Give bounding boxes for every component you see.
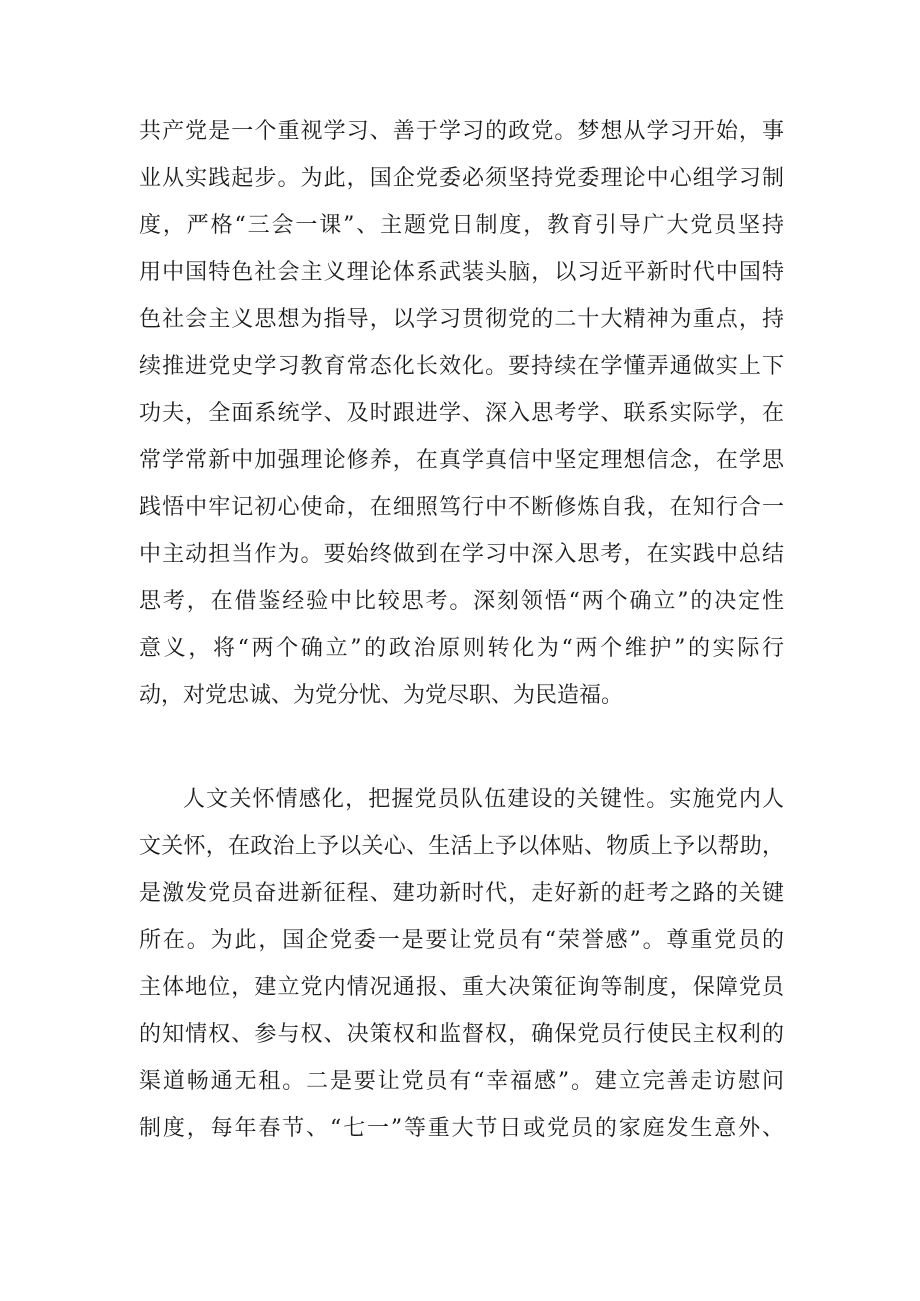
paragraph-1-line: 续推进党史学习教育常态化长效化。要持续在学懂弄通做实上下 (139, 354, 784, 379)
paragraph-2-line: 是激发党员奋进新征程、建功新时代，走好新的赶考之路的关键 (139, 881, 784, 906)
paragraph-1-line: 功夫，全面系统学、及时跟进学、深入思考学、联系实际学，在 (139, 401, 784, 426)
paragraph-1-line: 用中国特色社会主义理论体系武装头脑，以习近平新时代中国特 (139, 260, 784, 285)
paragraph-1-line: 度，严格“三会一课”、主题党日制度，教育引导广大党员坚持 (139, 213, 784, 238)
paragraph-2-line: 文关怀，在政治上予以关心、生活上予以体贴、物质上予以帮助， (139, 834, 784, 859)
paragraph-1-line: 动，对党忠诚、为党分忧、为党尽职、为民造福。 (139, 683, 624, 708)
paragraph-2-line: 主体地位，建立党内情况通报、重大决策征询等制度，保障党员 (139, 975, 784, 1000)
paragraph-2-line: 所在。为此，国企党委一是要让党员有“荣誉感”。尊重党员的 (139, 928, 784, 953)
paragraph-1-line: 业从实践起步。为此，国企党委必须坚持党委理论中心组学习制 (139, 166, 784, 191)
paragraph-2-line: 人文关怀情感化，把握党员队伍建设的关键性。实施党内人 (183, 787, 784, 812)
paragraph-1-line: 思考，在借鉴经验中比较思考。深刻领悟“两个确立”的决定性 (139, 589, 784, 614)
paragraph-2-line: 的知情权、参与权、决策权和监督权，确保党员行使民主权利的 (139, 1022, 784, 1047)
paragraph-1-line: 践悟中牢记初心使命，在细照笃行中不断修炼自我，在知行合一 (139, 495, 784, 520)
paragraph-2-line: 渠道畅通无租。二是要让党员有“幸福感”。建立完善走访慰问 (139, 1069, 784, 1094)
paragraph-1-line: 共产党是一个重视学习、善于学习的政党。梦想从学习开始，事 (139, 119, 784, 144)
paragraph-2-line: 制度，每年春节、“七一”等重大节日或党员的家庭发生意外、 (139, 1116, 784, 1141)
paragraph-1-line: 意义，将“两个确立”的政治原则转化为“两个维护”的实际行 (139, 636, 784, 661)
paragraph-1-line: 中主动担当作为。要始终做到在学习中深入思考，在实践中总结 (139, 542, 784, 567)
paragraph-1-line: 常学常新中加强理论修养，在真学真信中坚定理想信念，在学思 (139, 448, 784, 473)
paragraph-1-line: 色社会主义思想为指导，以学习贯彻党的二十大精神为重点，持 (139, 307, 784, 332)
